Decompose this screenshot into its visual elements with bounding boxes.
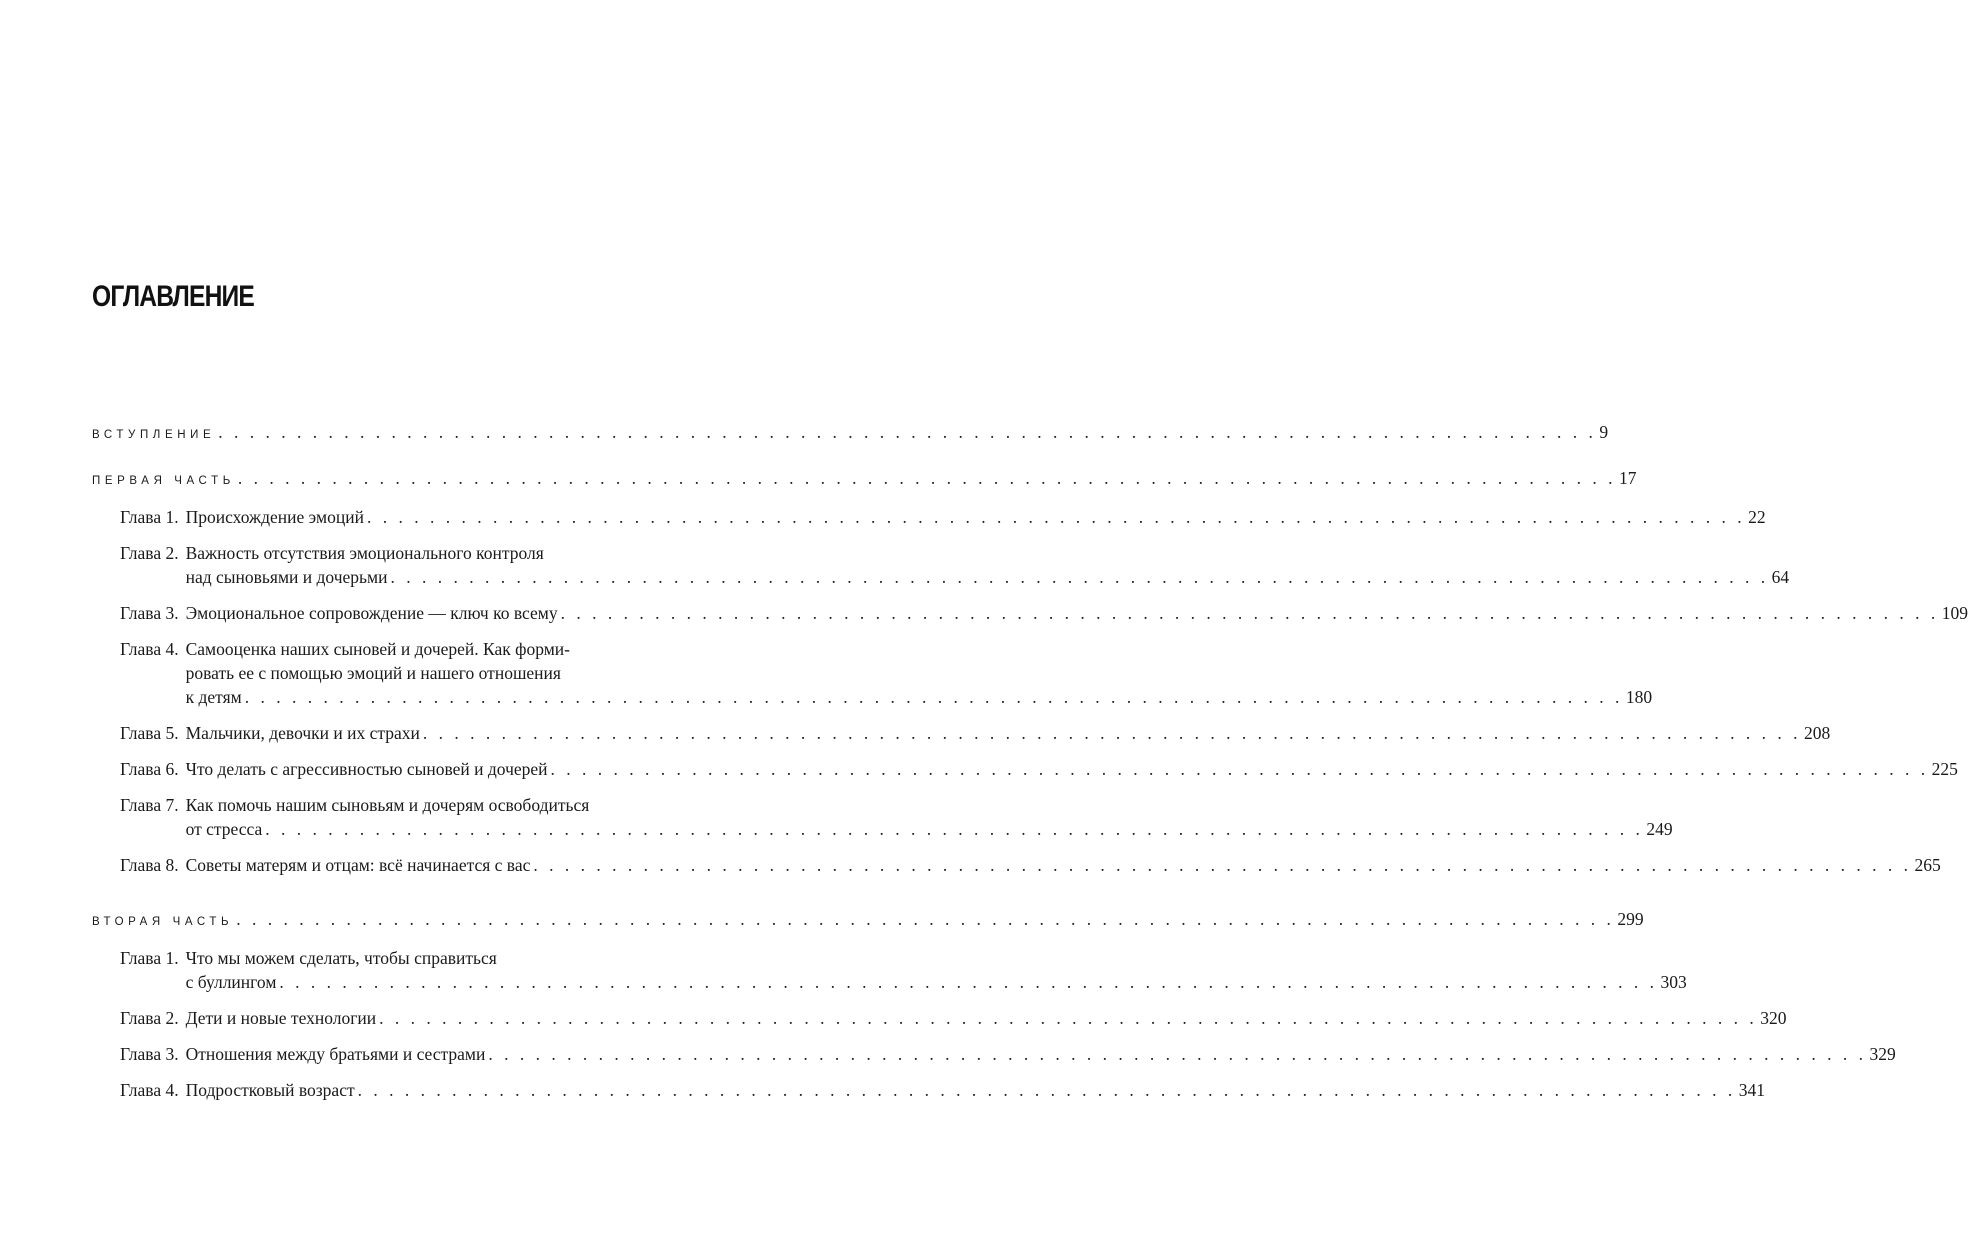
dot-leader: . . . . . . . . . . . . . . . . . . . . . . . . . . . . . . . . . . . . . . . . . . . . . . . . . . . . . . . . . . . . . . . . . . . . . . . . . . . . . . . . . . . . . . . . [357, 1080, 1736, 1100]
dot-leader: . . . . . . . . . . . . . . . . . . . . . . . . . . . . . . . . . . . . . . . . . . . . . . . . . . . . . . . . . . . . . . . . . . . . . . . . . . . . . . . . . . . . . . . . [237, 468, 1616, 488]
chapter-title-line: Важность отсутствия эмоционального контроля [185, 543, 544, 563]
page-number: 180 [1625, 687, 1653, 707]
chapter-title-block [186, 1042, 1896, 1066]
chapter-title-line: Самооценка наших сыновей и дочерей. Как форми- [185, 639, 570, 659]
dot-leader: . . . . . . . . . . . . . . . . . . . . . . . . . . . . . . . . . . . . . . . . . . . . . . . . . . . . . . . . . . . . . . . . . . . . . . . . . . . . . . . . . . . . . . . . [390, 567, 1769, 587]
chapter-number: Глава 4. [120, 1080, 179, 1100]
toc-part-label: ПЕРВАЯ ЧАСТЬ [92, 475, 235, 487]
page-number: 303 [1660, 972, 1687, 992]
page-number: 329 [1869, 1044, 1896, 1064]
toc-part-label: ВТОРАЯ ЧАСТЬ [92, 916, 234, 928]
chapter-number: Глава 5. [120, 723, 179, 743]
dot-leader: . . . . . . . . . . . . . . . . . . . . . . . . . . . . . . . . . . . . . . . . . . . . . . . . . . . . . . . . . . . . . . . . . . . . . . . . . . . . . . . . . . . . . . . . [379, 1008, 1758, 1028]
chapter-title-block [186, 505, 1766, 529]
chapter-title: с буллингом [185, 972, 277, 992]
chapter-number: Глава 1. [120, 948, 179, 968]
chapter-title: Происхождение эмоций [185, 507, 364, 527]
chapter-number: Глава 2. [120, 1008, 179, 1028]
dot-leader: . . . . . . . . . . . . . . . . . . . . . . . . . . . . . . . . . . . . . . . . . . . . . . . . . . . . . . . . . . . . . . . . . . . . . . . . . . . . . . . . . . . . . . . . [366, 507, 1746, 527]
chapter-title-final-line [186, 721, 1831, 745]
toc-part-1-chapters [92, 505, 1968, 877]
chapter-number: Глава 3. [120, 1044, 179, 1064]
chapter-title: Эмоциональное сопровождение — ключ ко всему [185, 603, 558, 623]
dot-leader: . . . . . . . . . . . . . . . . . . . . . . . . . . . . . . . . . . . . . . . . . . . . . . . . . . . . . . . . . . . . . . . . . . . . . . . . . . . . . . . . . . . . . . . . [265, 819, 1644, 839]
chapter-title-final-line [186, 685, 1652, 709]
chapter-title-final-line [186, 1078, 1765, 1102]
chapter-title-final-line [186, 970, 1687, 994]
chapter-title-final-line [186, 565, 1789, 589]
toc-part-1 [92, 466, 1637, 493]
chapter-title-block [186, 946, 1687, 994]
page-number: 249 [1646, 819, 1673, 839]
chapter-number: Глава 1. [120, 507, 179, 527]
toc-chapter-entry [120, 1078, 1765, 1102]
chapter-title-block [186, 721, 1831, 745]
chapter-title: над сыновьями и дочерьми [185, 567, 388, 587]
chapter-title-line: ровать ее с помощью эмоций и нашего отношения [185, 663, 561, 683]
chapter-number: Глава 4. [120, 639, 179, 659]
toc-chapter-entry [120, 721, 1831, 745]
page-title: ОГЛАВЛЕНИЕ [92, 280, 254, 313]
chapter-title-block [186, 637, 1652, 709]
chapter-title-final-line [186, 853, 1941, 877]
chapter-number: Глава 7. [120, 795, 179, 815]
toc-chapter-entry [120, 637, 1653, 709]
page-number: 64 [1771, 567, 1790, 587]
toc-chapter-entry [120, 505, 1766, 529]
chapter-title-final-line [186, 601, 1968, 625]
toc-chapter-entry [120, 793, 1673, 841]
page-number: 341 [1738, 1080, 1765, 1100]
chapter-title-final-line [186, 817, 1673, 841]
chapter-title-block [186, 757, 1958, 781]
page-number: 208 [1804, 723, 1831, 743]
chapter-title-final-line [186, 505, 1766, 529]
chapter-title: к детям [185, 687, 242, 707]
page-number: 9 [1599, 422, 1609, 442]
chapter-title: Отношения между братьями и сестрами [185, 1044, 486, 1064]
toc-entry-label: ВСТУПЛЕНИЕ [92, 429, 216, 441]
chapter-number: Глава 8. [120, 855, 179, 875]
page-number: 320 [1760, 1008, 1787, 1028]
chapter-title-block [186, 601, 1968, 625]
chapter-title: Подростковый возраст [185, 1080, 355, 1100]
chapter-title-block [186, 541, 1789, 589]
page-number: 22 [1748, 507, 1766, 527]
chapter-title: Дети и новые технологии [185, 1008, 377, 1028]
dot-leader: . . . . . . . . . . . . . . . . . . . . . . . . . . . . . . . . . . . . . . . . . . . . . . . . . . . . . . . . . . . . . . . . . . . . . . . . . . . . . . . . . . . . . . . . [236, 909, 1615, 929]
toc-chapter-entry [120, 1042, 1896, 1066]
dot-leader: . . . . . . . . . . . . . . . . . . . . . . . . . . . . . . . . . . . . . . . . . . . . . . . . . . . . . . . . . . . . . . . . . . . . . . . . . . . . . . . . . . . . . . . . [533, 855, 1912, 875]
chapter-title-block [186, 1078, 1765, 1102]
dot-leader: . . . . . . . . . . . . . . . . . . . . . . . . . . . . . . . . . . . . . . . . . . . . . . . . . . . . . . . . . . . . . . . . . . . . . . . . . . . . . . . . . . . . . . . . [244, 687, 1623, 707]
toc-part-2-chapters [92, 946, 1896, 1102]
chapter-title-line: Как помочь нашим сыновьям и дочерям освободиться [185, 795, 590, 815]
chapter-title: Что делать с агрессивностью сыновей и дочерей [185, 759, 548, 779]
dot-leader: . . . . . . . . . . . . . . . . . . . . . . . . . . . . . . . . . . . . . . . . . . . . . . . . . . . . . . . . . . . . . . . . . . . . . . . . . . . . . . . . . . . . . . . . [488, 1044, 1867, 1064]
toc-chapter-entry [120, 853, 1941, 877]
chapter-number: Глава 3. [120, 603, 179, 623]
page-number: 299 [1617, 909, 1644, 929]
table-of-contents [92, 420, 1968, 1102]
chapter-title-final-line [186, 757, 1958, 781]
chapter-title-final-line [186, 1042, 1896, 1066]
toc-entry-intro [92, 420, 1609, 447]
chapter-title-final-line [186, 1006, 1787, 1030]
page-number: 109 [1941, 603, 1968, 623]
chapter-title-block [186, 1006, 1787, 1030]
chapter-title: Советы матерям и отцам: всё начинается с вас [185, 855, 531, 875]
chapter-title: Мальчики, девочки и их страхи [185, 723, 420, 743]
toc-chapter-entry [120, 757, 1958, 781]
chapter-number: Глава 2. [120, 543, 179, 563]
chapter-title: от стресса [185, 819, 263, 839]
dot-leader: . . . . . . . . . . . . . . . . . . . . . . . . . . . . . . . . . . . . . . . . . . . . . . . . . . . . . . . . . . . . . . . . . . . . . . . . . . . . . . . . . . . . . . . . [560, 603, 1939, 623]
toc-chapter-entry [120, 1006, 1787, 1030]
page-number: 225 [1931, 759, 1958, 779]
dot-leader: . . . . . . . . . . . . . . . . . . . . . . . . . . . . . . . . . . . . . . . . . . . . . . . . . . . . . . . . . . . . . . . . . . . . . . . . . . . . . . . . . . . . . . . . [550, 759, 1929, 779]
toc-chapter-entry [120, 601, 1968, 625]
chapter-number: Глава 6. [120, 759, 179, 779]
chapter-title-block [186, 793, 1673, 841]
dot-leader: . . . . . . . . . . . . . . . . . . . . . . . . . . . . . . . . . . . . . . . . . . . . . . . . . . . . . . . . . . . . . . . . . . . . . . . . . . . . . . . . . . . . . . . . [279, 972, 1658, 992]
toc-chapter-entry [120, 946, 1687, 994]
chapter-title-line: Что мы можем сделать, чтобы справиться [185, 948, 497, 968]
page-number: 265 [1914, 855, 1941, 875]
dot-leader: . . . . . . . . . . . . . . . . . . . . . . . . . . . . . . . . . . . . . . . . . . . . . . . . . . . . . . . . . . . . . . . . . . . . . . . . . . . . . . . . . . . . . . . . [218, 422, 1597, 442]
dot-leader: . . . . . . . . . . . . . . . . . . . . . . . . . . . . . . . . . . . . . . . . . . . . . . . . . . . . . . . . . . . . . . . . . . . . . . . . . . . . . . . . . . . . . . . . [422, 723, 1802, 743]
toc-chapter-entry [120, 541, 1790, 589]
page-number: 17 [1618, 468, 1637, 488]
toc-part-2 [92, 907, 1644, 934]
chapter-title-block [186, 853, 1941, 877]
